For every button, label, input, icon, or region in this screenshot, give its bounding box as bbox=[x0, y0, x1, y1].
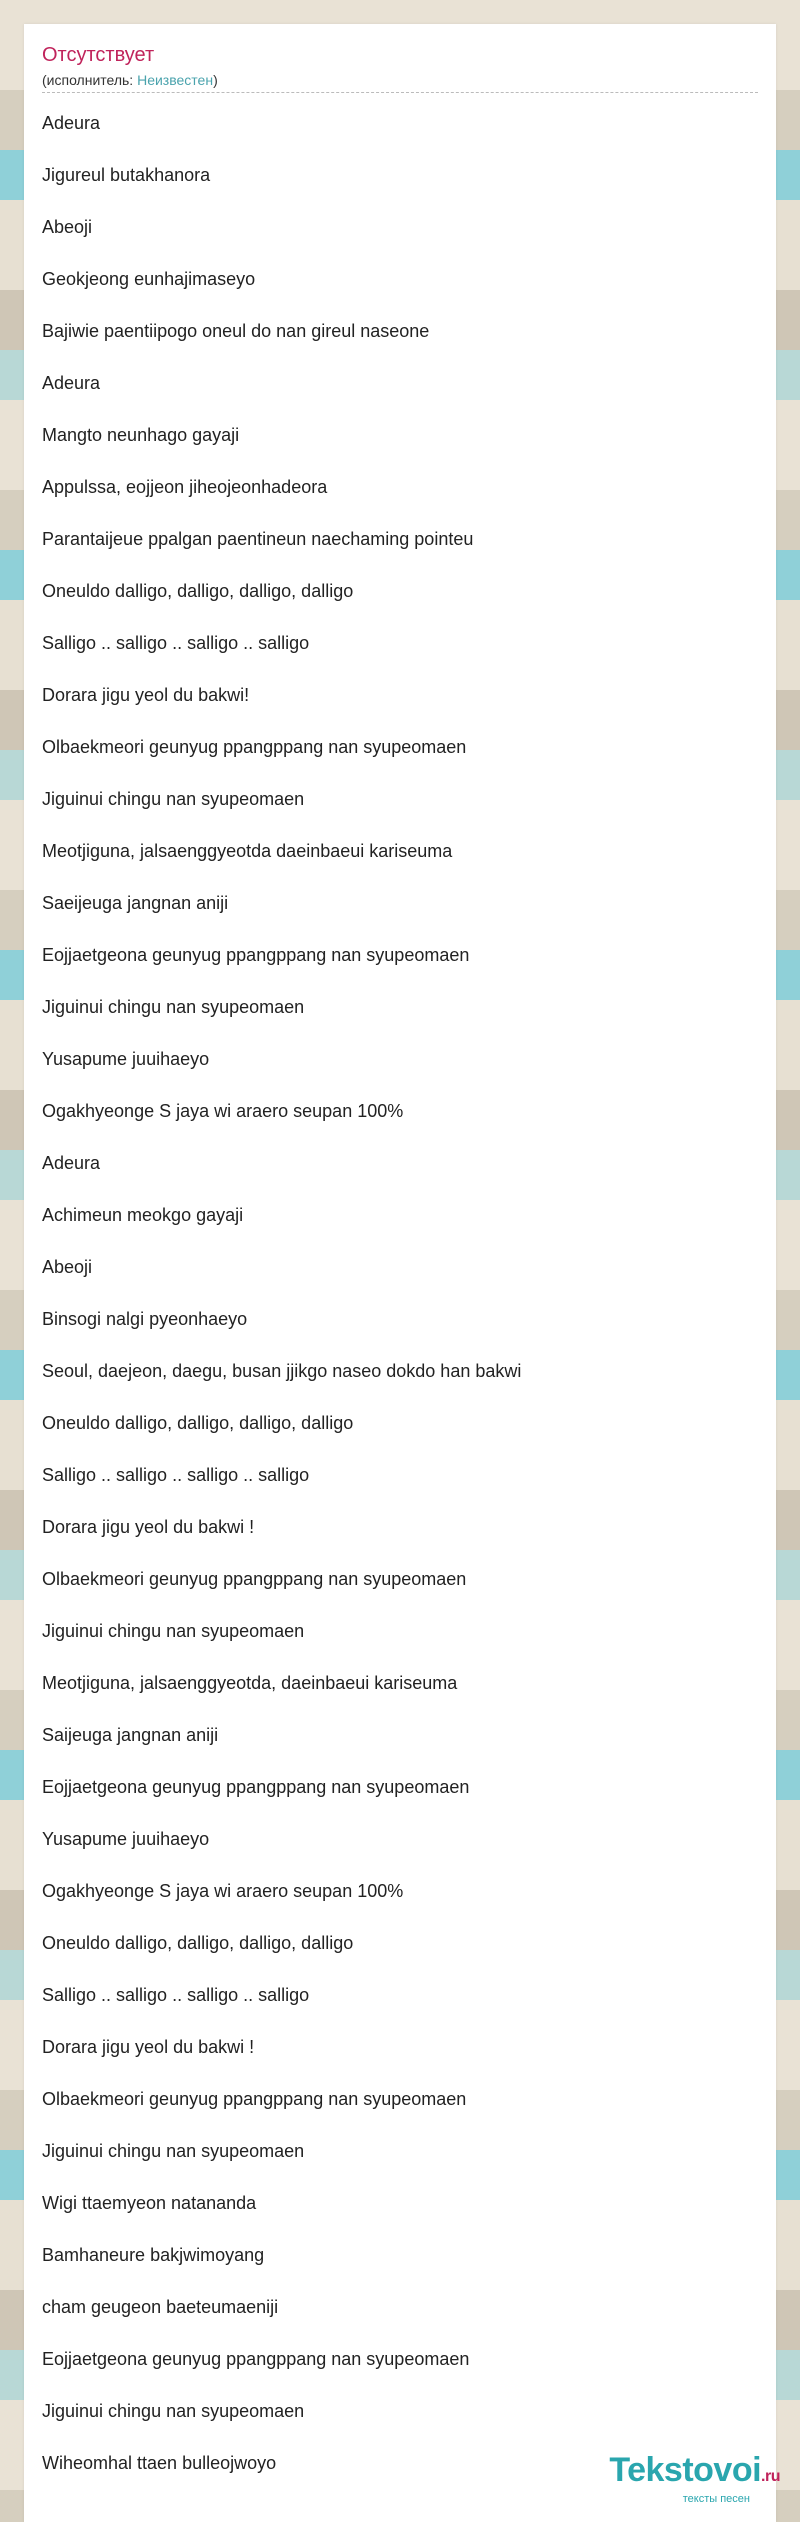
lyric-line: Jiguinui chingu nan syupeomaen bbox=[42, 2141, 305, 2161]
lyric-line: Eojjaetgeona geunyug ppangppang nan syupeomaen bbox=[42, 2349, 470, 2369]
artist-link[interactable]: Неизвестен bbox=[137, 72, 214, 88]
lyric-line: Oneuldo dalligo, dalligo, dalligo, dalligo bbox=[42, 1413, 354, 1433]
lyric-line: Jiguinui chingu nan syupeomaen bbox=[42, 2401, 305, 2421]
lyric-line: Parantaijeue ppalgan paentineun naechaming pointeu bbox=[42, 529, 474, 549]
lyric-line: Eojjaetgeona geunyug ppangppang nan syupeomaen bbox=[42, 1777, 470, 1797]
lyric-line: Dorara jigu yeol du bakwi ! bbox=[42, 2037, 255, 2057]
lyric-line: Yusapume juuihaeyo bbox=[42, 1829, 210, 1849]
lyric-line: Abeoji bbox=[42, 217, 93, 237]
lyric-line: Oneuldo dalligo, dalligo, dalligo, dalligo bbox=[42, 1933, 354, 1953]
lyric-line: Achimeun meokgo gayaji bbox=[42, 1205, 244, 1225]
lyric-line: Saijeuga jangnan aniji bbox=[42, 1725, 219, 1745]
lyric-line: Jiguinui chingu nan syupeomaen bbox=[42, 789, 305, 809]
song-title: Отсутствует bbox=[42, 44, 155, 66]
lyric-line: Seoul, daejeon, daegu, busan jjikgo naseo dokdo han bakwi bbox=[42, 1361, 522, 1381]
logo-text: Tekstovoi bbox=[609, 2451, 762, 2489]
lyric-line: Yusapume juuihaeyo bbox=[42, 1049, 210, 1069]
logo-tagline: тексты песен bbox=[682, 2493, 750, 2505]
lyric-line: Dorara jigu yeol du bakwi ! bbox=[42, 1517, 255, 1537]
lyric-line: Bamhaneure bakjwimoyang bbox=[42, 2245, 265, 2265]
lyric-line: Mangto neunhago gayaji bbox=[42, 425, 240, 445]
lyric-line: Eojjaetgeona geunyug ppangppang nan syupeomaen bbox=[42, 945, 470, 965]
lyric-line: Adeura bbox=[42, 1153, 101, 1173]
lyric-line: Saeijeuga jangnan aniji bbox=[42, 893, 229, 913]
lyric-line: Oneuldo dalligo, dalligo, dalligo, dalligo bbox=[42, 581, 354, 601]
lyric-line: Jiguinui chingu nan syupeomaen bbox=[42, 1621, 305, 1641]
lyric-line: Salligo .. salligo .. salligo .. salligo bbox=[42, 633, 310, 653]
lyric-line: Salligo .. salligo .. salligo .. salligo bbox=[42, 1465, 310, 1485]
lyric-line: Meotjiguna, jalsaenggyeotda daeinbaeui kariseuma bbox=[42, 841, 453, 861]
lyric-line: Adeura bbox=[42, 373, 101, 393]
lyric-line: Wigi ttaemyeon natananda bbox=[42, 2193, 257, 2213]
artist-suffix: ) bbox=[213, 72, 218, 88]
lyric-line: Adeura bbox=[42, 113, 101, 133]
lyric-line: Bajiwie paentiipogo oneul do nan gireul naseone bbox=[42, 321, 430, 341]
lyric-line: Ogakhyeonge S jaya wi araero seupan 100% bbox=[42, 1881, 404, 1901]
lyric-line: Abeoji bbox=[42, 1257, 93, 1277]
lyric-line: Wiheomhal ttaen bulleojwoyo bbox=[42, 2453, 277, 2473]
lyric-line: Olbaekmeori geunyug ppangppang nan syupeomaen bbox=[42, 1569, 467, 1589]
lyric-line: Olbaekmeori geunyug ppangppang nan syupeomaen bbox=[42, 2089, 467, 2109]
lyric-line: Meotjiguna, jalsaenggyeotda, daeinbaeui kariseuma bbox=[42, 1673, 458, 1693]
lyric-line: Salligo .. salligo .. salligo .. salligo bbox=[42, 1985, 310, 2005]
lyric-line: Geokjeong eunhajimaseyo bbox=[42, 269, 256, 289]
artist-line bbox=[42, 72, 218, 88]
lyric-line: cham geugeon baeteumaeniji bbox=[42, 2297, 279, 2317]
lyric-line: Jigureul butakhanora bbox=[42, 165, 211, 185]
lyric-line: Jiguinui chingu nan syupeomaen bbox=[42, 997, 305, 1017]
site-logo[interactable] bbox=[609, 2452, 780, 2505]
artist-prefix: (исполнитель: bbox=[42, 72, 138, 88]
lyrics-text bbox=[42, 104, 521, 2496]
logo-domain: .ru bbox=[761, 2468, 780, 2485]
title-divider bbox=[42, 92, 758, 93]
lyric-line: Dorara jigu yeol du bakwi! bbox=[42, 685, 250, 705]
lyric-line: Olbaekmeori geunyug ppangppang nan syupeomaen bbox=[42, 737, 467, 757]
lyric-line: Appulssa, eojjeon jiheojeonhadeora bbox=[42, 477, 328, 497]
lyric-line: Binsogi nalgi pyeonhaeyo bbox=[42, 1309, 248, 1329]
lyric-line: Ogakhyeonge S jaya wi araero seupan 100% bbox=[42, 1101, 404, 1121]
lyrics-card bbox=[24, 24, 776, 2522]
